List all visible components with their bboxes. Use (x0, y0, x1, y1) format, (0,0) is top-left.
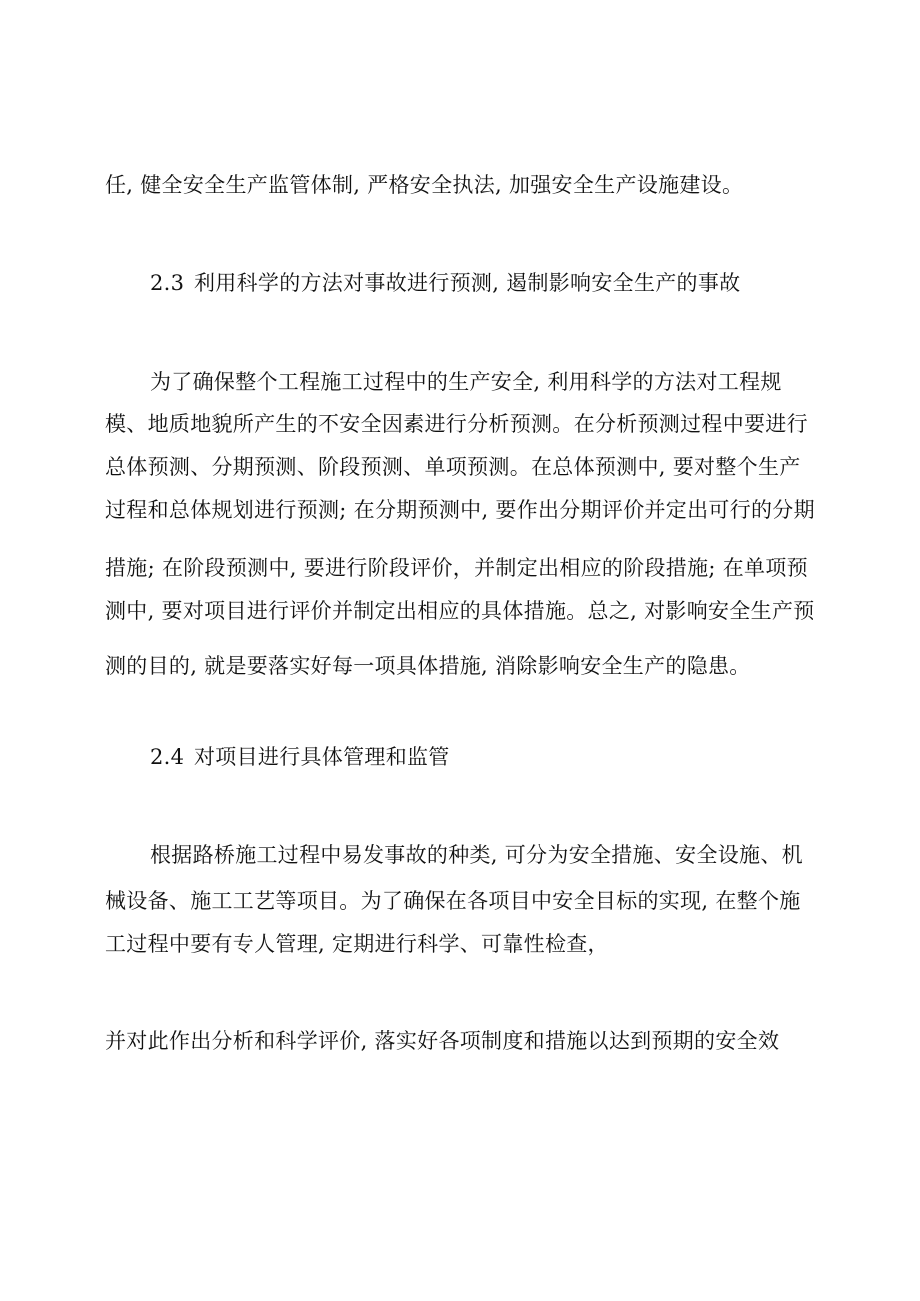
intro-line: 任, 健全安全生产监管体制, 严格安全执法, 加强安全生产设施建设。 (105, 173, 744, 197)
continuation-line: 并对此作出分析和科学评价, 落实好各项制度和措施以达到预期的安全效 (105, 1029, 780, 1053)
paragraph-line: 总体预测、分期预测、阶段预测、单项预测。在总体预测中, 要对整个生产 (105, 455, 801, 479)
paragraph-line: 根据路桥施工过程中易发事故的种类, 可分为安全措施、安全设施、机 (150, 843, 803, 867)
section-title: 利用科学的方法对事故进行预测, 遏制影响安全生产的事故 (194, 271, 741, 295)
paragraph-line: 工过程中要有专人管理, 定期进行科学、可靠性检查， (105, 932, 609, 956)
paragraph-line: 为了确保整个工程施工过程中的生产安全, 利用科学的方法对工程规 (150, 370, 782, 394)
paragraph-line: 测的目的, 就是要落实好每一项具体措施, 消除影响安全生产的隐患。 (105, 654, 751, 678)
paragraph-line: 测中, 要对项目进行评价并制定出相应的具体措施。总之, 对影响安全生产预 (105, 599, 815, 623)
section-heading-2-3 (150, 268, 740, 298)
section-number: 2.3 (150, 271, 185, 295)
section-number: 2.4 (150, 745, 185, 769)
paragraph-line: 措施; 在阶段预测中, 要进行阶段评价，并制定出相应的阶段措施; 在单项预 (105, 556, 808, 580)
section-heading-2-4 (150, 742, 450, 772)
section-title: 对项目进行具体管理和监管 (194, 745, 450, 769)
paragraph-line: 过程和总体规划进行预测; 在分期预测中, 要作出分期评价并定出可行的分期 (105, 498, 815, 522)
paragraph-line: 械设备、施工工艺等项目。为了确保在各项目中安全目标的实现, 在整个施 (105, 889, 801, 913)
paragraph-line: 模、地质地貌所产生的不安全因素进行分析预测。在分析预测过程中要进行 (105, 412, 808, 436)
